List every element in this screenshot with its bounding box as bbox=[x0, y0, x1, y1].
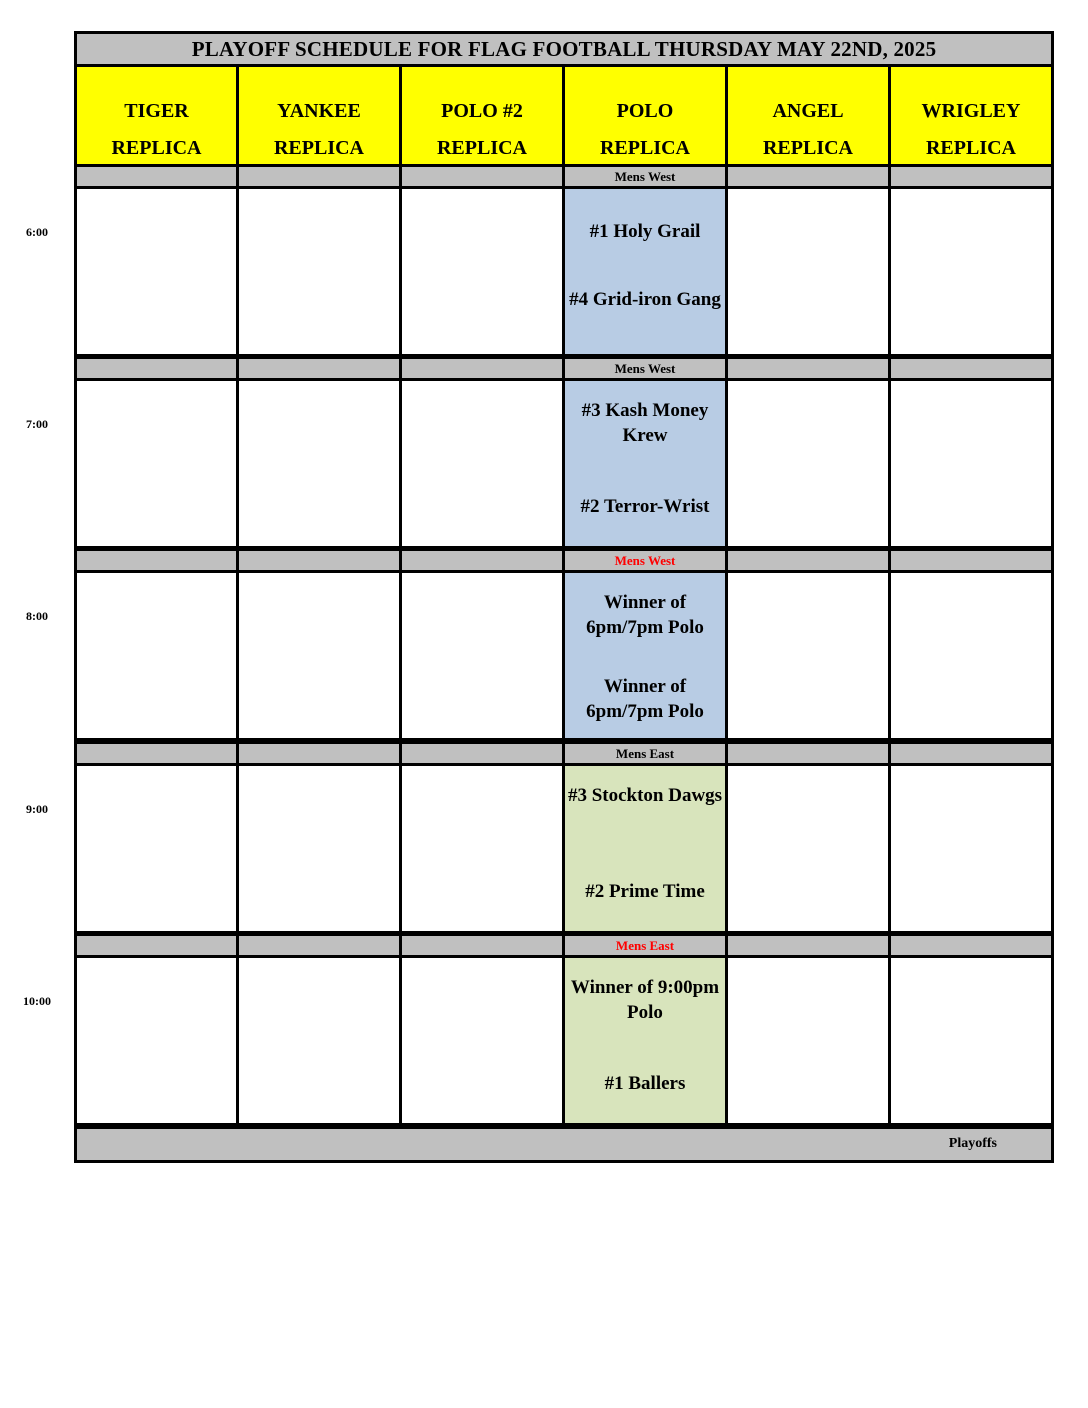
game-cell bbox=[562, 955, 728, 1126]
game-cell bbox=[562, 570, 728, 741]
empty-game-cell bbox=[74, 570, 239, 741]
empty-game-cell bbox=[725, 763, 891, 934]
division-label: Mens West bbox=[562, 164, 728, 189]
empty-game-cell bbox=[399, 186, 565, 357]
empty-game-cell bbox=[74, 955, 239, 1126]
field-name: WRIGLEY bbox=[921, 99, 1021, 122]
team-b: Winner of 6pm/7pm Polo bbox=[586, 676, 704, 722]
game-cell bbox=[562, 378, 728, 549]
team-b: #1 Ballers bbox=[604, 1073, 686, 1094]
empty-game-cell bbox=[888, 955, 1054, 1126]
game-cell bbox=[562, 186, 728, 357]
field-name: YANKEE bbox=[277, 99, 361, 122]
team-a: #1 Holy Grail bbox=[589, 221, 701, 242]
empty-game-cell bbox=[236, 378, 402, 549]
game-row bbox=[74, 186, 1054, 357]
field-sub: REPLICA bbox=[762, 136, 853, 159]
empty-game-cell bbox=[74, 763, 239, 934]
empty-game-cell bbox=[888, 763, 1054, 934]
team-b: #4 Grid-iron Gang bbox=[569, 289, 721, 310]
empty-game-cell bbox=[725, 186, 891, 357]
empty-game-cell bbox=[399, 570, 565, 741]
game-cell bbox=[562, 763, 728, 934]
empty-game-cell bbox=[74, 186, 239, 357]
division-label: Mens West bbox=[562, 548, 728, 573]
empty-game-cell bbox=[236, 186, 402, 357]
empty-game-cell bbox=[399, 955, 565, 1126]
empty-game-cell bbox=[236, 763, 402, 934]
division-label: Mens East bbox=[562, 741, 728, 766]
field-name: POLO #2 bbox=[441, 99, 523, 122]
empty-game-cell bbox=[888, 570, 1054, 741]
team-a: #3 Kash Money Krew bbox=[581, 400, 709, 446]
schedule-title: PLAYOFF SCHEDULE FOR FLAG FOOTBALL THURSDAY MAY 22ND, 2025 bbox=[74, 31, 1054, 67]
field-name: TIGER bbox=[124, 99, 189, 122]
game-row bbox=[74, 955, 1054, 1126]
team-a: Winner of 9:00pm Polo bbox=[570, 977, 720, 1023]
empty-game-cell bbox=[236, 570, 402, 741]
empty-game-cell bbox=[74, 378, 239, 549]
field-sub: REPLICA bbox=[273, 136, 364, 159]
time-label: 9:00 bbox=[26, 802, 48, 816]
empty-game-cell bbox=[236, 955, 402, 1126]
team-b: #2 Terror-Wrist bbox=[580, 496, 710, 517]
game-row bbox=[74, 570, 1054, 741]
team-b: #2 Prime Time bbox=[585, 881, 705, 902]
empty-game-cell bbox=[399, 763, 565, 934]
empty-game-cell bbox=[725, 378, 891, 549]
game-row bbox=[74, 378, 1054, 549]
field-name: POLO bbox=[616, 99, 674, 122]
game-row bbox=[74, 763, 1054, 934]
time-label: 6:00 bbox=[26, 225, 48, 239]
empty-game-cell bbox=[725, 570, 891, 741]
team-a: Winner of 6pm/7pm Polo bbox=[586, 592, 704, 638]
footer-bar bbox=[74, 1126, 1054, 1163]
empty-game-cell bbox=[399, 378, 565, 549]
field-sub: REPLICA bbox=[111, 136, 202, 159]
field-sub: REPLICA bbox=[599, 136, 690, 159]
division-label: Mens East bbox=[562, 933, 728, 958]
empty-game-cell bbox=[888, 378, 1054, 549]
division-label: Mens West bbox=[562, 356, 728, 381]
empty-game-cell bbox=[725, 955, 891, 1126]
field-sub: REPLICA bbox=[436, 136, 527, 159]
team-a: #3 Stockton Dawgs bbox=[567, 785, 723, 806]
empty-game-cell bbox=[888, 186, 1054, 357]
time-label: 7:00 bbox=[26, 417, 48, 431]
time-label: 8:00 bbox=[26, 609, 48, 623]
schedule-sheet bbox=[74, 31, 1054, 1163]
time-label: 10:00 bbox=[23, 994, 51, 1008]
field-name: ANGEL bbox=[772, 99, 844, 122]
footer-label: Playoffs bbox=[948, 1136, 997, 1151]
field-sub: REPLICA bbox=[925, 136, 1016, 159]
